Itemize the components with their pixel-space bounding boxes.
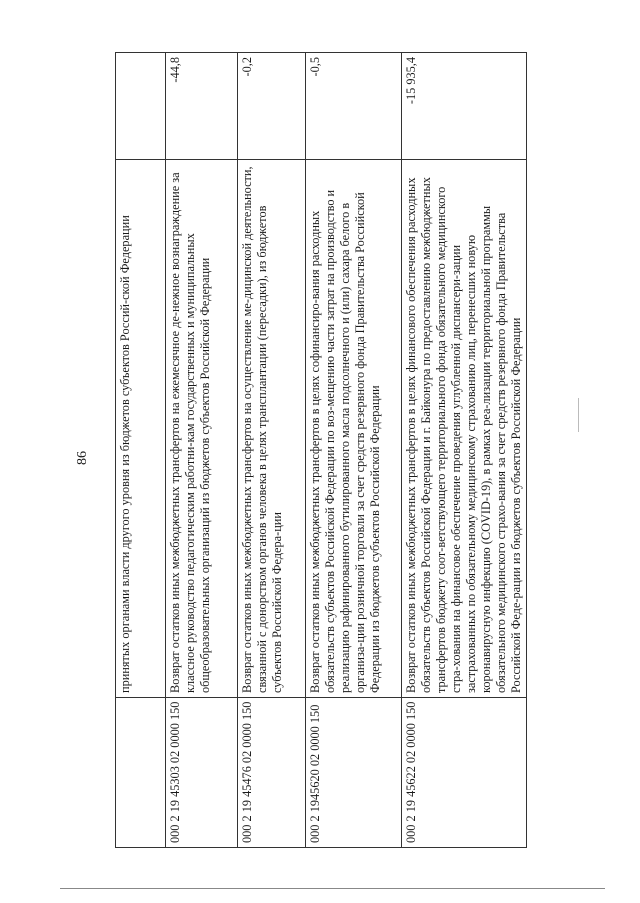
scan-mark (578, 398, 579, 432)
rotated-table-container (115, 53, 523, 848)
table-row (116, 53, 166, 848)
budget-table (115, 52, 527, 848)
page-number: 86 (75, 451, 90, 465)
amount-cell: -0,2 (238, 53, 306, 160)
budget-code-cell: 000 2 19 45622 02 0000 150 (402, 698, 527, 848)
budget-code-cell: 000 2 19 45303 02 0000 150 (166, 698, 238, 848)
description-cell: Возврат остатков иных межбюджетных трансфертов в целях софинансиро-вания расходных обязательств субъектов Российской Федерации по воз-мещению части затрат на производство и реализацию рафинированного бутилированного масла подсолнечного и (или) сахара белого в организа-ции розничной торговли за счет средств резервного фонда Правительства Российской Федерации из бюджетов субъектов Российской Федерации (306, 160, 402, 698)
table-row (306, 53, 402, 848)
description-cell: Возврат остатков иных межбюджетных трансфертов в целях финансового обеспечения расходных обязательств субъектов Российской Федерации и г. Байконура по предоставлению межбюджетных трансфертов бюджету соот-ветствующего территориального фонда обязательного медицинского стра-хования на финансовое обеспечение проведения углубленной диспансери-зации застрахованных по обязательному медицинскому страхованию лиц, перенесших новую коронавирусную инфекцию (COVID-19), в рамках реа-лизации территориальной программы обязательного медицинского страхо-вания за счет средств резервного фонда Правительства Российской Феде-рации из бюджетов субъектов Российской Федерации (402, 160, 527, 698)
budget-code-cell (116, 698, 166, 848)
description-cell: принятых органами власти другого уровня из бюджетов субъектов Россий-ской Федерации (116, 160, 166, 698)
scan-edge-line (60, 888, 605, 889)
table-row (402, 53, 527, 848)
budget-code-cell: 000 2 19 45476 02 0000 150 (238, 698, 306, 848)
amount-cell (116, 53, 166, 160)
amount-cell: -0,5 (306, 53, 402, 160)
table-row (238, 53, 306, 848)
budget-code-cell: 000 2 1945620 02 0000 150 (306, 698, 402, 848)
description-cell: Возврат остатков иных межбюджетных трансфертов на ежемесячное де-нежное вознаграждение за классное руководство педагогическим работни-кам государственных и муниципальных общеобразовательных организаций из бюджетов субъектов Российской Федерации (166, 160, 238, 698)
amount-cell: -15 935,4 (402, 53, 527, 160)
amount-cell: -44,8 (166, 53, 238, 160)
description-cell: Возврат остатков иных межбюджетных трансфертов на осуществление ме-дицинской деятельности, связанной с донорством органов человека в целях трансплантации (пересадки), из бюджетов субъектов Российской Федера-ции (238, 160, 306, 698)
table-row (166, 53, 238, 848)
